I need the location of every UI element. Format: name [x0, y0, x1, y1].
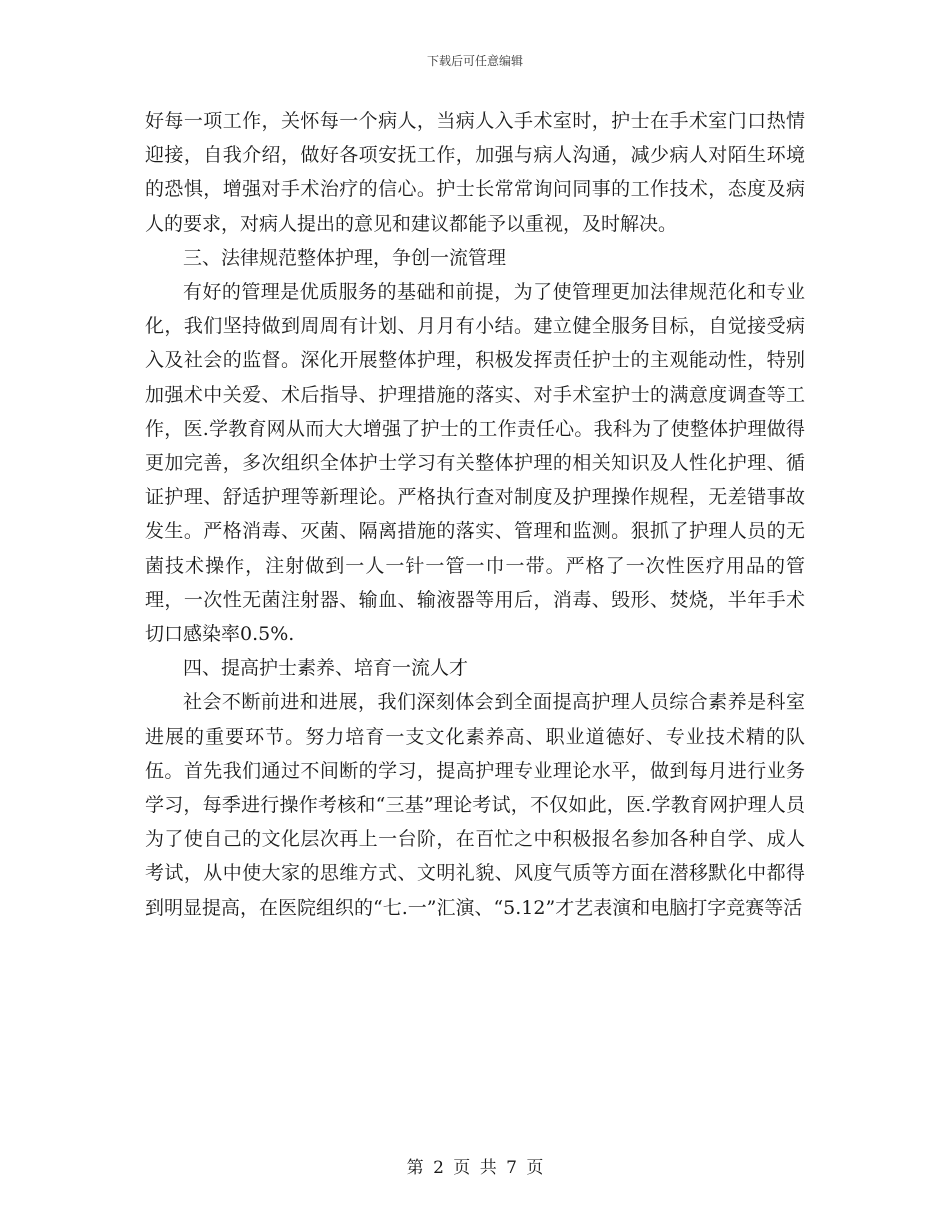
- paragraph-management: 有好的管理是优质服务的基础和前提，为了使管理更加法律规范化和专业化，我们坚持做到周周有计划、月月有小结。建立健全服务目标，自觉接受病入及社会的监督。深化开展整体护理，积极发挥责任护士的主观能动性，特别加强术中关爱、术后指导、护理措施的落实、对手术室护士的满意度调查等工作，医.学教育网从而大大增强了护士的工作责任心。我科为了使整体护理做得更加完善，多次组织全体护士学习有关整体护理的相关知识及人性化护理、循证护理、舒适护理等新理论。严格执行查对制度及护理操作规程，无差错事故发生。严格消毒、灭菌、隔离措施的落实、管理和监测。狠抓了护理人员的无菌技术操作，注射做到一人一针一管一巾一带。严格了一次性医疗用品的管理，一次性无菌注射器、输血、输液器等用后，消毒、毁形、焚烧，半年手术切口感染率0.5%.: [145, 281, 805, 646]
- paragraph-continued: 好每一项工作，关怀每一个病人，当病人入手术室时，护士在手术室门口热情迎接，自我介绍，做好各项安抚工作，加强与病人沟通，减少病人对陌生环境的恐惧，增强对手术治疗的信心。护士长常常询问同事的工作技术，态度及病人的要求，对病人提出的意见和建议都能予以重视，及时解决。: [145, 110, 805, 235]
- document-body: [145, 104, 805, 925]
- section-heading-4: 四、提高护士素养、培育一流人才: [183, 657, 469, 680]
- page-number-footer: 第 2 页 共 7 页: [406, 1158, 544, 1178]
- paragraph-training: 社会不断前进和进展，我们深刻体会到全面提高护理人员综合素养是科室进展的重要环节。努力培育一支文化素养高、职业道德好、专业技术精的队伍。首先我们通过不间断的学习，提高护理专业理论水平，做到每月进行业务学习，每季进行操作考核和“三基”理论考试，不仅如此，医.学教育网护理人员为了使自己的文化层次再上一台阶，在百忙之中积极报名参加各种自学、成人考试，从中使大家的思维方式、文明礼貌、风度气质等方面在潜移默化中都得到明显提高，在医院组织的“七.一”汇演、“5.12”才艺表演和电脑打字竞赛等活: [145, 691, 805, 919]
- section-heading-3: 三、法律规范整体护理，争创一流管理: [183, 246, 507, 269]
- page-header: 下载后可任意编辑: [426, 54, 523, 68]
